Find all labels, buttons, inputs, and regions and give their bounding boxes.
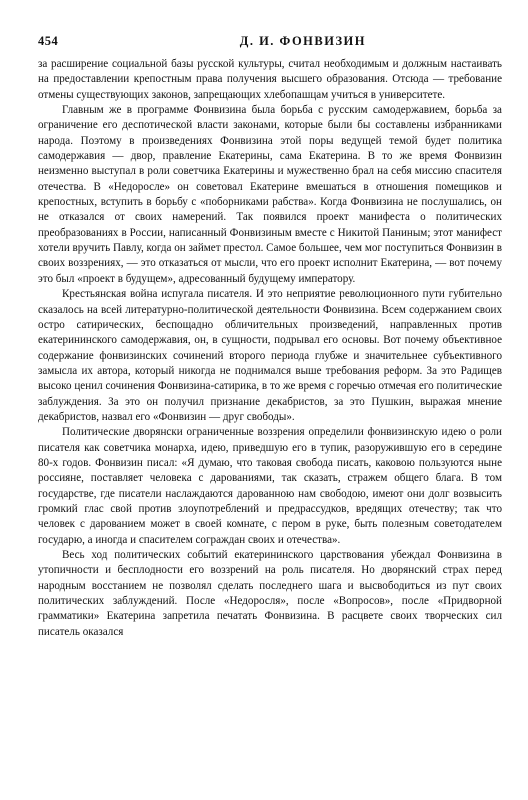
running-title: Д. И. ФОНВИЗИН: [239, 34, 366, 48]
paragraph-1: за расширение социальной базы русской культуры, считал необходимым и должным настаивать на предоставлении крепостным права получения высшего образования. Отсюда — требование отмены существующих законов, запрещающих хлебопашцам учиться в университете.: [38, 58, 502, 101]
page-number: 454: [38, 34, 59, 48]
paragraph-3: Крестьянская война испугала писателя. И это неприятие революционного пути губительно сказалось на всей литературно-политической деятельности Фонвизина. Всем содержанием своих остро сатирических, беспощадно обличительных произведений, направленных против екатерининского самодержавия, он, в сущности, подрывал его основы. Вот почему объективное содержание фонвизинских сочинений второго периода глубже и значительнее субъективного замысла их автора, который никогда не поднимался выше требования реформ. За это Радищев высоко ценил сочинения Фонвизина-сатирика, в то же время с горечью отмечая его политические заблуждения. За это он получил признание декабристов, за это Пушкин, выражая мнение декабристов, назвал его «Фонвизин — друг свободы».: [38, 288, 502, 423]
page-header: [38, 34, 502, 49]
body-text: [38, 57, 502, 640]
paragraph-4: Политические дворянски ограниченные воззрения определили фонвизинскую идею о роли писателя как советчика монарха, идею, приведшую его в тупик, разоружившую его в середине 80-х годов. Фонвизин писал: «Я думаю, что таковая свобода писать, каковою пользуются ныне россияне, поставляет человека с дарованиями, так сказать, стражем общего блага. В том государстве, где писатели наслаждаются дарованною нам свободою, имеют они долг возвысить громкий глас свой против злоупотреблений и предрассудков, вредящих отечеству; так что человек с дарованием может в своей комнате, с пером в руке, быть полезным советодателем государю, а иногда и спасителем сограждан своих и отечества».: [38, 426, 502, 546]
paragraph-5: Весь ход политических событий екатерининского царствования убеждал Фонвизина в утопичности и бесплодности его воззрений на роль писателя. Но дворянский страх перед народным восстанием не позволял сделать последнего шага и высвободиться из пут своих политических заблуждений. После «Недоросля», после «Вопросов», после «Придворной грамматики» Екатерина запретила печатать Фонвизина. В расцвете своих творческих сил писатель оказался: [38, 549, 502, 638]
paragraph-2: Главным же в программе Фонвизина была борьба с русским самодержавием, борьба за ограничение его деспотической власти законами, которые были бы составлены избранниками народа. Поэтому в произведениях Фонвизина этой поры ведущей темой будет политика самодержавия — двор, правление Екатерины, сама Екатерина. В то же время Фонвизин неизменно выступал в роли советчика Екатерины и мужественно брал на себя миссию спасителя отечества. В «Недоросле» он советовал Екатерине вмешаться в отношения помещиков и крепостных, вступить в борьбу с «поборниками рабства». Когда Фонвизина не послушались, он не отказался от своих намерений. Так появился проект манифеста о политических преобразованиях в России, написанный Фонвизиным вместе с Никитой Паниным; этот манифест хотели вручить Павлу, когда он займет престол. Самое большее, чем мог поступиться Фонвизин в своих воззрениях, — это отказаться от мысли, что его проект исполнит Екатерина, — вот почему это был «проект в будущем», адресованный будущему императору.: [38, 104, 502, 285]
